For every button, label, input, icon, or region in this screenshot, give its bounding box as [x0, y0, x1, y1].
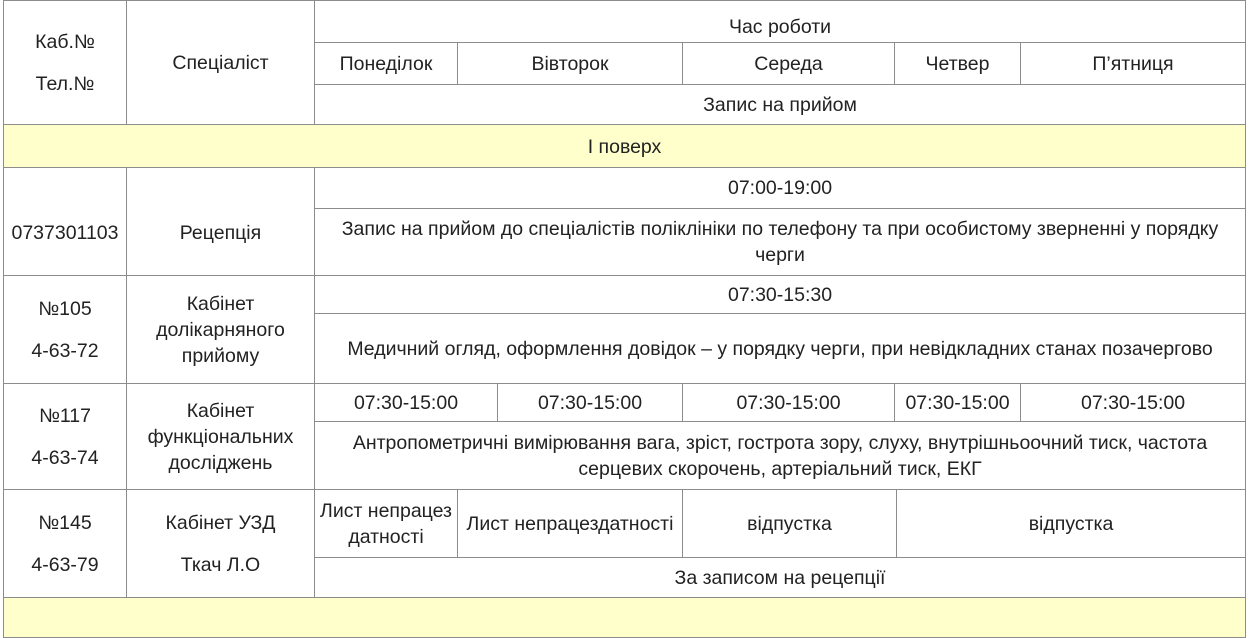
hours-cell: 07:30-15:30 [315, 276, 1246, 314]
day-cell-wednesday: 07:30-15:00 [683, 384, 895, 422]
day-cell-wednesday: відпустка [683, 490, 897, 558]
header-day-wednesday: Середа [683, 43, 895, 85]
header-day-thursday: Четвер [895, 43, 1021, 85]
table-row [4, 168, 1246, 209]
table-row [4, 490, 1246, 558]
tel-number: 4-63-79 [31, 553, 99, 576]
cab-number: №105 [38, 297, 92, 320]
note-cell [315, 209, 1246, 276]
day-cell-thursday: 07:30-15:00 [895, 384, 1021, 422]
specialist-name [127, 490, 315, 598]
day-cell-tuesday [458, 490, 683, 558]
header-hours: Час роботи [315, 1, 1246, 43]
cab-tel-cell [4, 276, 127, 384]
cab-number: №145 [38, 511, 92, 534]
specialist-person: Ткач Л.О [180, 553, 261, 576]
day-text: Лист непрацездатності [466, 512, 674, 535]
hours-cell: 07:00-19:00 [315, 168, 1246, 209]
header-row-hours [4, 1, 1246, 43]
cab-tel-cell [4, 168, 127, 276]
note-cell [315, 422, 1246, 490]
specialist-text: Кабінет функціональних досліджень [147, 399, 294, 474]
floor-row [4, 125, 1246, 168]
specialist-text: Кабінет УЗД [165, 511, 276, 534]
day-cell-monday: 07:30-15:00 [315, 384, 498, 422]
header-tel-label: Тел.№ [35, 72, 95, 95]
note-text: Антропометричні вимірювання вага, зріст, гострота зору, слуху, внутрішньоочний тиск, частота серцевих скорочень, артеріальний тиск, ЕКГ [352, 431, 1208, 480]
header-day-friday: П’ятниця [1021, 43, 1246, 85]
day-cell-monday [315, 490, 458, 558]
day-cell-thursday: відпустка [897, 490, 1246, 558]
floor-row [4, 598, 1246, 638]
header-specialist: Спеціаліст [127, 1, 315, 125]
schedule-table [3, 0, 1246, 638]
header-cab-label: Каб.№ [35, 30, 95, 53]
specialist-name [127, 384, 315, 490]
note-text: Запис на прийом до спеціалістів поліклініки по телефону та при особистому зверненні у порядку черги [341, 218, 1219, 266]
specialist-text: Кабінет долікарняного прийому [156, 292, 285, 367]
header-appointment: Запис на прийом [315, 85, 1246, 125]
table-row [4, 276, 1246, 314]
day-cell-tuesday: 07:30-15:00 [498, 384, 683, 422]
tel-number: 4-63-74 [31, 446, 99, 469]
specialist-name: Рецепція [127, 168, 315, 276]
note-cell: За записом на рецепції [315, 558, 1246, 598]
day-text: Лист непрацездатності [320, 499, 452, 548]
tel-number: 4-63-72 [31, 339, 99, 362]
specialist-name [127, 276, 315, 384]
cab-number: №117 [38, 404, 91, 427]
cab-tel-cell [4, 490, 127, 598]
note-text: Медичний огляд, оформлення довідок – у порядку черги, при невідкладних станах позачергово [347, 337, 1213, 360]
header-day-monday: Понеділок [315, 43, 458, 85]
floor-label-cut [4, 598, 1246, 638]
table-row [4, 384, 1246, 422]
tel-number: 0737301103 [11, 221, 119, 244]
header-day-tuesday: Вівторок [458, 43, 683, 85]
floor-label: І поверх [4, 125, 1246, 168]
note-cell [315, 314, 1246, 384]
cab-tel-cell [4, 384, 127, 490]
header-cab-tel [4, 1, 127, 125]
day-cell-friday: 07:30-15:00 [1021, 384, 1246, 422]
